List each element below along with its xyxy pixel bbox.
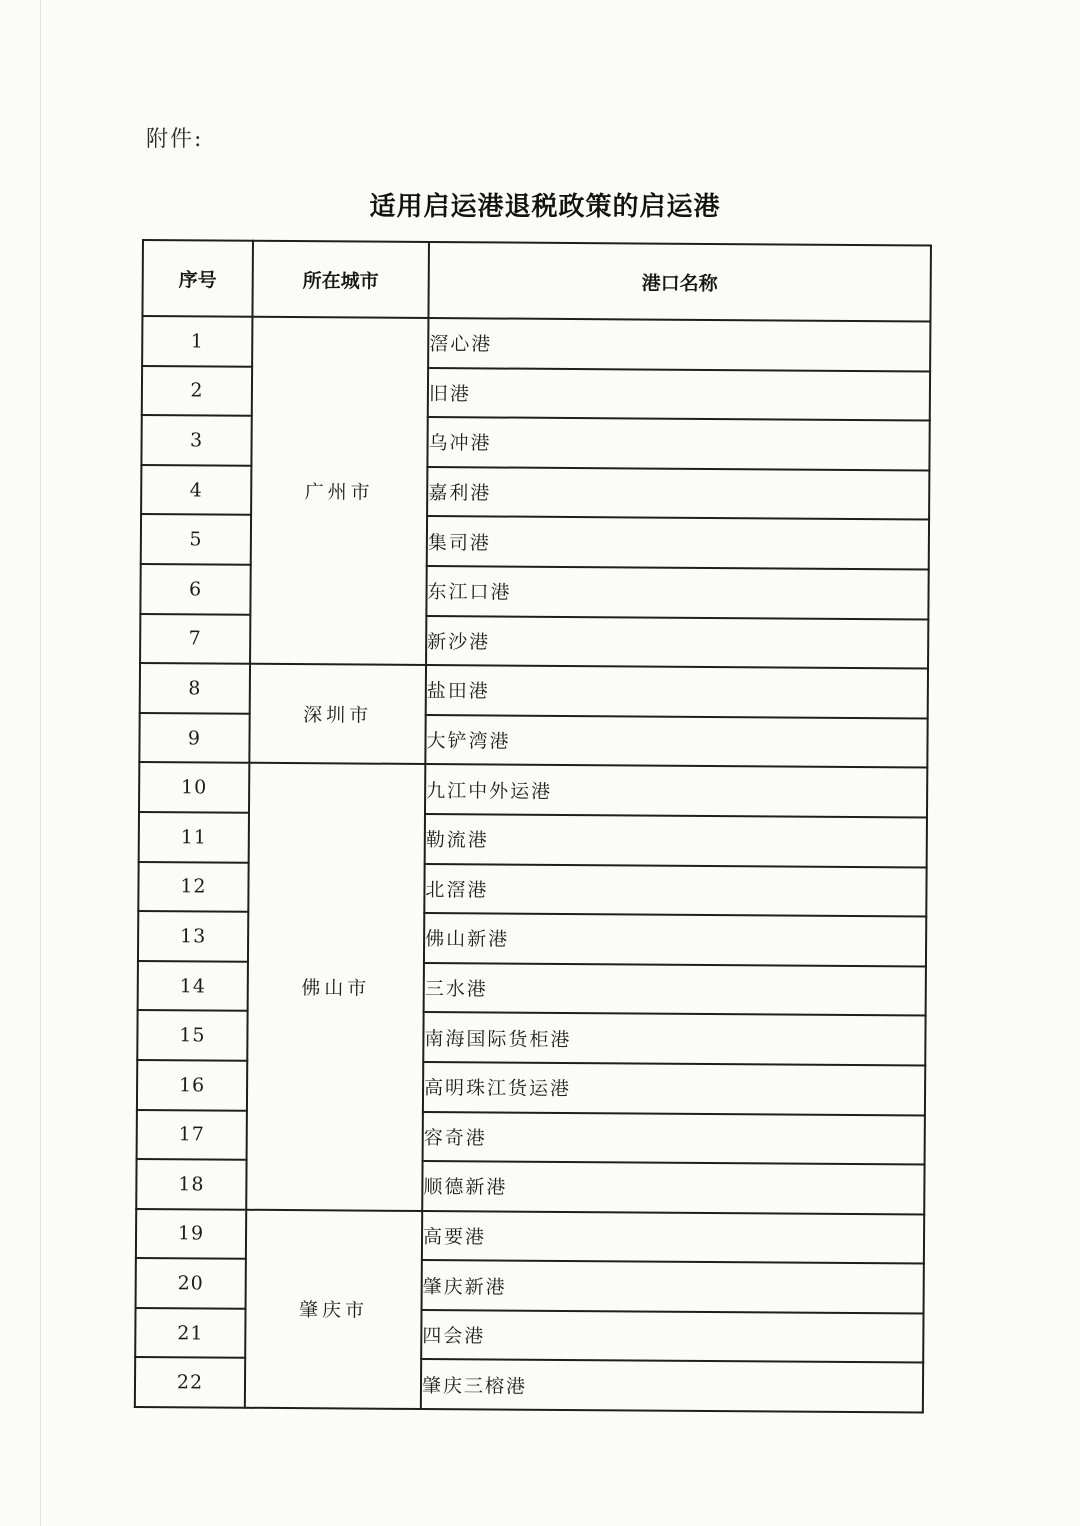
header-city: 所在城市 xyxy=(252,241,429,318)
serial-number-cell: 19 xyxy=(136,1209,246,1259)
serial-number-cell: 15 xyxy=(137,1010,247,1060)
port-name-cell: 南海国际货柜港 xyxy=(423,1012,925,1065)
serial-number-cell: 8 xyxy=(140,663,250,713)
port-name-cell: 集司港 xyxy=(427,516,929,569)
serial-number-cell: 6 xyxy=(140,564,250,614)
serial-number-cell: 5 xyxy=(141,514,251,564)
port-name-cell: 旧港 xyxy=(428,368,930,421)
port-name-cell: 盐田港 xyxy=(426,665,928,718)
port-name-cell: 高明珠江货运港 xyxy=(423,1062,925,1115)
port-name-cell: 嘉利港 xyxy=(427,467,929,520)
table-header-row xyxy=(142,240,931,321)
port-name-cell: 东江口港 xyxy=(426,566,928,619)
port-name-cell: 顺德新港 xyxy=(422,1161,924,1214)
serial-number-cell: 3 xyxy=(141,415,251,465)
port-name-cell: 三水港 xyxy=(424,963,926,1016)
city-cell: 肇庆市 xyxy=(245,1209,422,1409)
serial-number-cell: 17 xyxy=(137,1109,247,1159)
port-name-cell: 肇庆三榕港 xyxy=(421,1359,923,1412)
city-cell: 佛山市 xyxy=(246,763,425,1211)
table-row xyxy=(139,762,927,817)
ports-table-body xyxy=(135,316,931,1413)
serial-number-cell: 2 xyxy=(142,366,252,416)
serial-number-cell: 20 xyxy=(136,1258,246,1308)
serial-number-cell: 11 xyxy=(139,812,249,862)
serial-number-cell: 18 xyxy=(136,1159,246,1209)
port-name-cell: 大铲湾港 xyxy=(425,715,927,768)
table-row xyxy=(136,1209,924,1264)
header-serial-number: 序号 xyxy=(142,240,253,317)
port-name-cell: 北滘港 xyxy=(424,864,926,917)
serial-number-cell: 9 xyxy=(139,713,249,763)
page-title: 适用启运港退税政策的启运港 xyxy=(369,192,721,222)
serial-number-cell: 14 xyxy=(138,961,248,1011)
city-cell: 广州市 xyxy=(250,317,428,665)
serial-number-cell: 13 xyxy=(138,911,248,961)
port-name-cell: 肇庆新港 xyxy=(422,1260,924,1313)
port-name-cell: 四会港 xyxy=(421,1310,923,1363)
serial-number-cell: 16 xyxy=(137,1060,247,1110)
port-name-cell: 勒流港 xyxy=(425,814,927,867)
port-name-cell: 九江中外运港 xyxy=(425,764,927,817)
table-row xyxy=(140,663,928,718)
scan-edge-line xyxy=(40,0,41,1526)
port-name-cell: 滘心港 xyxy=(428,318,930,371)
serial-number-cell: 7 xyxy=(140,614,250,664)
city-cell: 深圳市 xyxy=(249,664,426,764)
port-name-cell: 新沙港 xyxy=(426,616,928,669)
serial-number-cell: 10 xyxy=(139,762,249,812)
table-row xyxy=(142,316,930,371)
serial-number-cell: 4 xyxy=(141,465,251,515)
port-name-cell: 高要港 xyxy=(422,1211,924,1264)
serial-number-cell: 21 xyxy=(135,1308,245,1358)
port-name-cell: 佛山新港 xyxy=(424,913,926,966)
port-name-cell: 乌冲港 xyxy=(427,417,929,470)
ports-table xyxy=(134,239,932,1414)
serial-number-cell: 22 xyxy=(135,1357,245,1407)
header-port-name: 港口名称 xyxy=(428,242,931,322)
port-name-cell: 容奇港 xyxy=(423,1111,925,1164)
serial-number-cell: 1 xyxy=(142,316,252,366)
serial-number-cell: 12 xyxy=(138,862,248,912)
attachment-label: 附件: xyxy=(146,127,204,152)
